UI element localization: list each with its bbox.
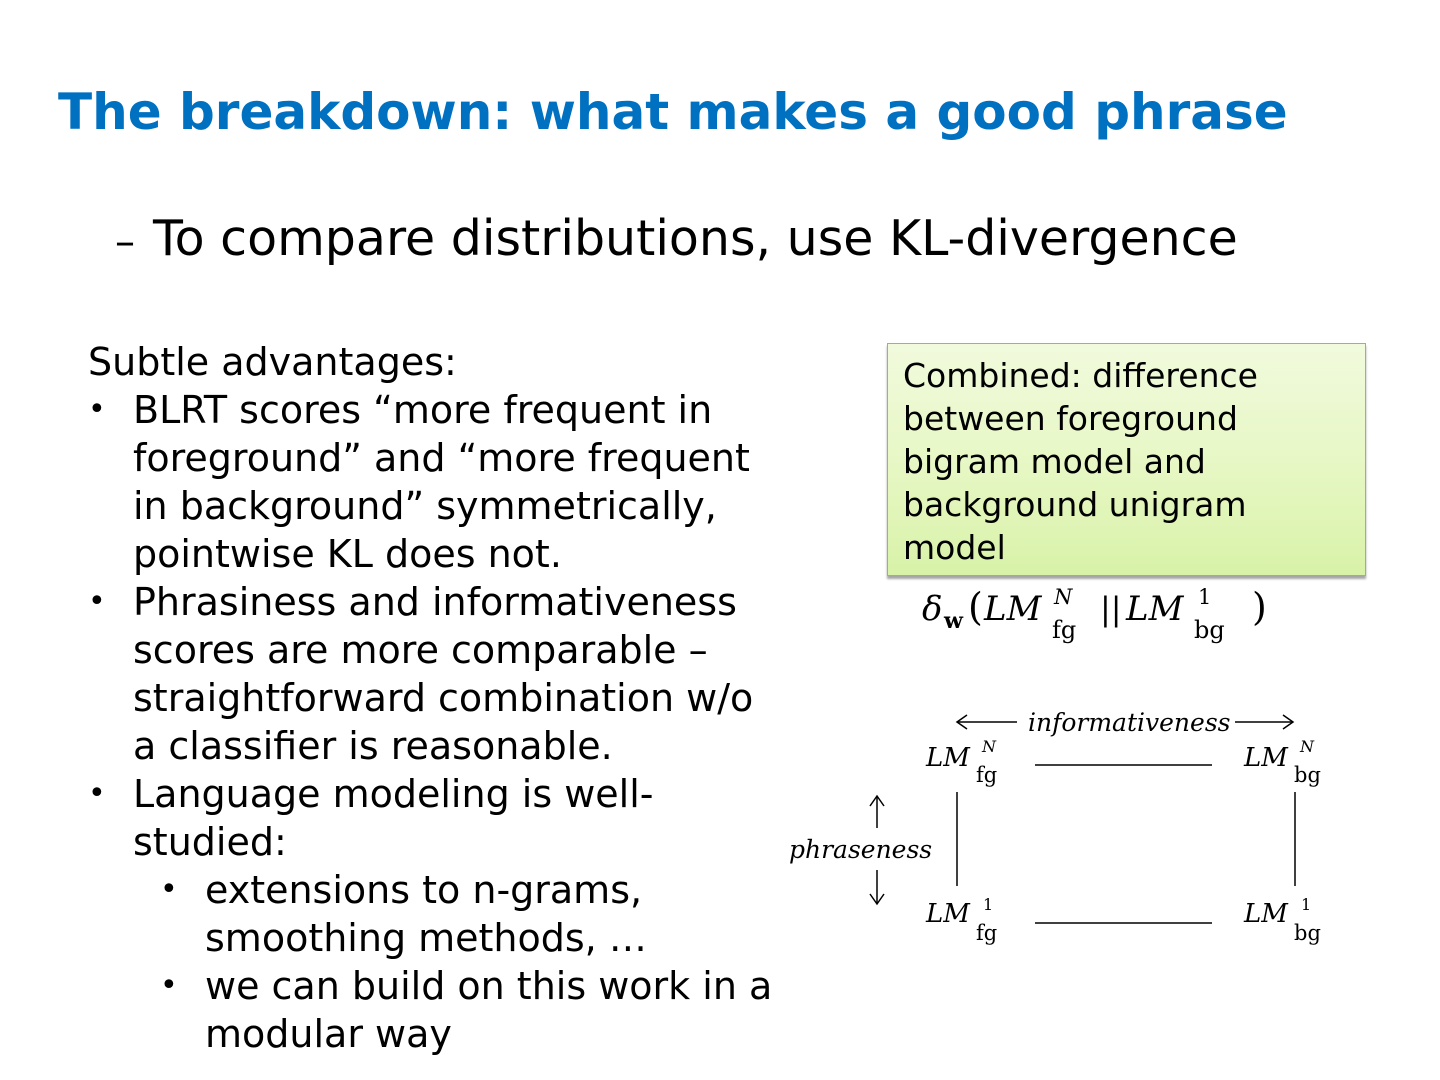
advantages-column <box>88 338 788 1058</box>
bullet-icon: • <box>160 968 178 1003</box>
combined-callout-box <box>887 343 1366 576</box>
lm-bg-symbol: LM <box>1126 589 1184 629</box>
lm-fg-n-label: LM <box>926 743 970 773</box>
bg-subscript: bg <box>1294 921 1321 945</box>
one-superscript: 1 <box>1301 895 1312 914</box>
sub-list <box>88 866 788 1058</box>
bullet-icon: • <box>88 584 106 619</box>
double-bar: || <box>1100 590 1122 628</box>
n-superscript: N <box>1054 585 1073 609</box>
list-item-text: Phrasiness and informativeness scores are more comparable – straightforward combination w/o a classifier is reasonable. <box>133 580 754 768</box>
fg-subscript: fg <box>976 921 998 945</box>
lm-relationship-diagram <box>785 700 1345 960</box>
bg-subscript: bg <box>1294 763 1321 787</box>
bullet-icon: • <box>160 872 178 907</box>
dash-marker: – <box>115 219 135 265</box>
slide-title: The breakdown: what makes a good phrase <box>58 83 1288 141</box>
informativeness-label: informativeness <box>1028 708 1231 737</box>
advantages-list <box>88 386 788 866</box>
list-item-text: BLRT scores “more frequent in foreground” and “more frequent in background” symmetrically, pointwise KL does not. <box>133 388 750 576</box>
fg-subscript: fg <box>1052 616 1077 644</box>
subheading <box>115 208 1238 273</box>
sub-list-item-text: extensions to n-grams, smoothing methods, … <box>205 868 647 960</box>
callout-text: Combined: difference between foreground bigram model and background unigram model <box>903 356 1258 567</box>
list-item <box>88 386 788 578</box>
n-superscript: N <box>1300 737 1314 756</box>
one-superscript: 1 <box>1198 585 1212 609</box>
kl-formula <box>918 578 1278 658</box>
bullet-icon: • <box>88 776 106 811</box>
delta-symbol: δ <box>922 589 943 629</box>
lm-bg-1-label: LM <box>1244 899 1288 929</box>
lm-bg-n-label: LM <box>1244 743 1288 773</box>
bullet-icon: • <box>88 392 106 427</box>
n-superscript: N <box>982 737 996 756</box>
list-item <box>88 770 788 866</box>
one-superscript: 1 <box>983 895 994 914</box>
fg-subscript: fg <box>976 763 998 787</box>
sub-list-item <box>88 962 788 1058</box>
lm-fg-symbol: LM <box>984 589 1042 629</box>
lm-fg-1-label: LM <box>926 899 970 929</box>
sub-list-item <box>88 866 788 962</box>
phraseness-label: phraseness <box>789 835 933 864</box>
bg-subscript: bg <box>1194 616 1225 644</box>
open-paren: ( <box>968 585 983 629</box>
list-item <box>88 578 788 770</box>
sub-list-item-text: we can build on this work in a modular way <box>205 964 773 1056</box>
close-paren: ) <box>1252 585 1267 629</box>
advantages-heading: Subtle advantages: <box>88 340 457 384</box>
list-item-text: Language modeling is well-studied: <box>133 772 654 864</box>
w-subscript: w <box>944 608 963 634</box>
subheading-text: To compare distributions, use KL-divergence <box>153 210 1238 267</box>
